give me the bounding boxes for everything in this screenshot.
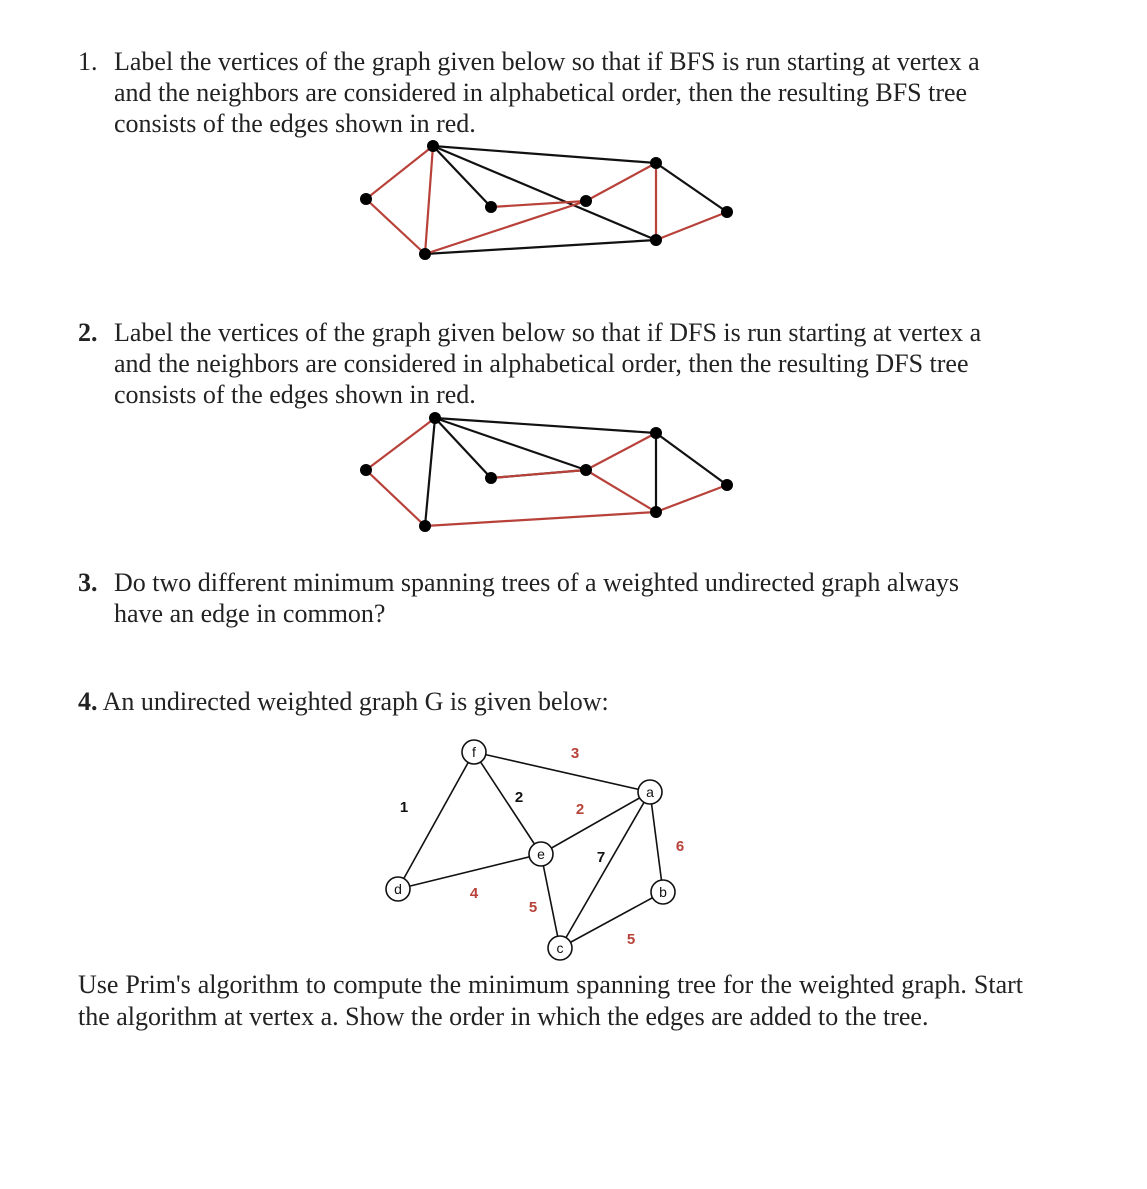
weight-e-c: 5 bbox=[528, 899, 538, 916]
question-2-number: 2. bbox=[78, 318, 98, 347]
node-a bbox=[638, 780, 662, 804]
weight-a-c: 7 bbox=[596, 849, 606, 866]
node-e bbox=[529, 842, 553, 866]
question-2-line-2: and the neighbors are considered in alphabetical order, then the resulting DFS tree bbox=[114, 349, 969, 378]
dfs-vertex bbox=[419, 520, 431, 532]
svg-text:d: d bbox=[394, 881, 402, 897]
bfs-vertex bbox=[360, 193, 372, 205]
weight-f-d: 1 bbox=[399, 799, 409, 816]
node-b bbox=[651, 880, 675, 904]
weight-f-e: 2 bbox=[514, 789, 524, 806]
edge-a-b bbox=[650, 792, 663, 892]
edge-f-d bbox=[398, 752, 474, 889]
bfs-vertex bbox=[650, 157, 662, 169]
svg-text:f: f bbox=[472, 744, 476, 760]
question-3-number: 3. bbox=[78, 568, 98, 597]
dfs-vertex bbox=[650, 427, 662, 439]
bfs-vertex bbox=[485, 201, 497, 213]
bfs-tree-edge bbox=[366, 146, 433, 199]
weighted-graph bbox=[0, 732, 1147, 962]
question-1-line-1: Label the vertices of the graph given below so that if BFS is run starting at vertex a bbox=[114, 47, 980, 76]
bfs-vertex bbox=[721, 206, 733, 218]
dfs-tree-edge bbox=[656, 485, 727, 512]
dfs-vertex bbox=[485, 472, 497, 484]
dfs-tree-edge bbox=[491, 470, 586, 478]
dfs-tree-edge bbox=[586, 433, 656, 470]
edge-e-c bbox=[541, 854, 560, 948]
question-1-number: 1. bbox=[78, 47, 98, 76]
question-3-line-1: Do two different minimum spanning trees of a weighted undirected graph always bbox=[114, 568, 960, 597]
dfs-vertex bbox=[650, 506, 662, 518]
dfs-edge bbox=[425, 418, 435, 526]
question-4-instructions: Use Prim's algorithm to compute the minimum spanning tree for the weighted graph. Start the algorithm at vertex a. Show the order in which the edges are added to the tree. bbox=[78, 970, 1023, 1031]
bfs-tree-edge bbox=[366, 199, 425, 254]
node-d bbox=[386, 877, 410, 901]
svg-text:b: b bbox=[659, 884, 667, 900]
edge-a-c bbox=[560, 792, 650, 948]
dfs-edge bbox=[435, 418, 656, 433]
question-1-line-3: consists of the edges shown in red. bbox=[114, 109, 476, 138]
question-2-line-3: consists of the edges shown in red. bbox=[114, 380, 476, 409]
question-4-number: 4. bbox=[78, 687, 98, 716]
question-4-line-1: An undirected weighted graph G is given below: bbox=[102, 687, 609, 716]
question-1-line-2: and the neighbors are considered in alphabetical order, then the resulting BFS tree bbox=[114, 78, 968, 107]
weight-f-a: 3 bbox=[570, 745, 580, 762]
svg-text:c: c bbox=[556, 940, 564, 956]
dfs-edge bbox=[656, 433, 727, 485]
question-1 bbox=[78, 46, 1078, 139]
question-2 bbox=[78, 317, 1078, 410]
bfs-tree-edge bbox=[425, 146, 433, 254]
edge-d-e bbox=[398, 854, 541, 889]
dfs-tree-edge bbox=[366, 470, 425, 526]
question-3 bbox=[78, 567, 1078, 629]
edge-f-e bbox=[474, 752, 541, 854]
bfs-tree-edge bbox=[656, 212, 727, 240]
svg-text:a: a bbox=[646, 784, 654, 800]
weight-e-a: 2 bbox=[575, 801, 585, 818]
weight-d-e: 4 bbox=[469, 885, 479, 902]
dfs-tree-edge bbox=[366, 418, 435, 470]
dfs-graph bbox=[0, 410, 1147, 540]
weight-a-b: 6 bbox=[675, 838, 685, 855]
bfs-edge bbox=[656, 163, 727, 212]
bfs-vertex bbox=[580, 195, 592, 207]
dfs-vertex bbox=[429, 412, 441, 424]
edge-e-a bbox=[541, 792, 650, 854]
question-4 bbox=[78, 686, 1078, 717]
bfs-vertex bbox=[650, 234, 662, 246]
dfs-vertex bbox=[580, 464, 592, 476]
question-3-line-2: have an edge in common? bbox=[114, 599, 386, 628]
dfs-vertex bbox=[721, 479, 733, 491]
bfs-tree-edge bbox=[586, 163, 656, 201]
edge-f-a bbox=[474, 752, 650, 792]
dfs-vertex bbox=[360, 464, 372, 476]
node-f bbox=[462, 740, 486, 764]
dfs-tree-edge bbox=[425, 512, 656, 526]
bfs-vertex bbox=[419, 248, 431, 260]
bfs-edge bbox=[433, 146, 491, 207]
node-c bbox=[548, 936, 572, 960]
dfs-tree-edge bbox=[586, 470, 656, 512]
question-2-line-1: Label the vertices of the graph given below so that if DFS is run starting at vertex a bbox=[114, 318, 982, 347]
bfs-vertex bbox=[427, 140, 439, 152]
bfs-graph bbox=[0, 130, 1147, 270]
weight-b-c: 5 bbox=[626, 931, 636, 948]
svg-text:e: e bbox=[537, 846, 545, 862]
